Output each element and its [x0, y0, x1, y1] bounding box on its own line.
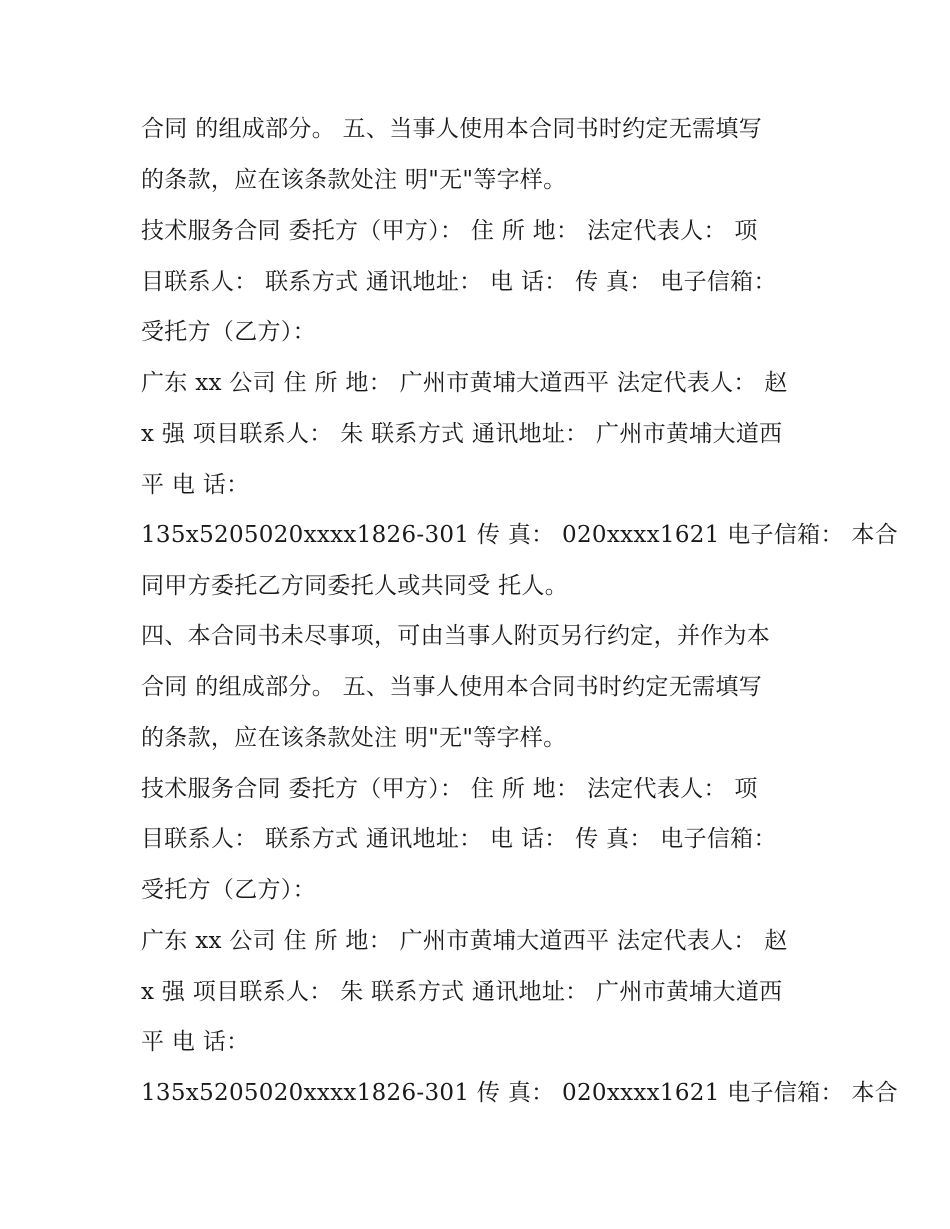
text-line: 受托方（乙方）：: [141, 877, 316, 903]
text-line: 的条款，应在该条款处注 明"无"等字样。: [141, 725, 567, 751]
text-line: 技术服务合同 委托方（甲方）： 住 所 地： 法定代表人： 项: [141, 776, 758, 802]
text-line: x 强 项目联系人： 朱 联系方式 通讯地址： 广州市黄埔大道西: [141, 421, 783, 447]
text-line: 合同 的组成部分。 五、当事人使用本合同书时约定无需填写: [141, 116, 763, 142]
text-line: 广东 xx 公司 住 所 地： 广州市黄埔大道西平 法定代表人： 赵: [141, 370, 788, 396]
text-line: 目联系人： 联系方式 通讯地址： 电 话： 传 真： 电子信箱：: [141, 269, 777, 295]
text-line: 平 电 话：: [141, 472, 250, 498]
text-line: 同甲方委托乙方同委托人或共同受 托人。: [141, 573, 569, 599]
text-line: x 强 项目联系人： 朱 联系方式 通讯地址： 广州市黄埔大道西: [141, 979, 783, 1005]
text-line: 广东 xx 公司 住 所 地： 广州市黄埔大道西平 法定代表人： 赵: [141, 928, 788, 954]
text-line: 135x5205020xxxx1826-301 传 真： 020xxxx1621 电子信箱： 本合: [141, 1080, 898, 1106]
text-line: 技术服务合同 委托方（甲方）： 住 所 地： 法定代表人： 项: [141, 218, 758, 244]
text-line: 合同 的组成部分。 五、当事人使用本合同书时约定无需填写: [141, 674, 763, 700]
text-line: 四、本合同书未尽事项，可由当事人附页另行约定，并作为本: [141, 623, 771, 649]
text-line: 的条款，应在该条款处注 明"无"等字样。: [141, 167, 567, 193]
text-line: 目联系人： 联系方式 通讯地址： 电 话： 传 真： 电子信箱：: [141, 826, 777, 852]
text-line: 平 电 话：: [141, 1029, 250, 1055]
text-line: 受托方（乙方）：: [141, 319, 316, 345]
text-line: 135x5205020xxxx1826-301 传 真： 020xxxx1621 电子信箱： 本合: [141, 522, 898, 548]
